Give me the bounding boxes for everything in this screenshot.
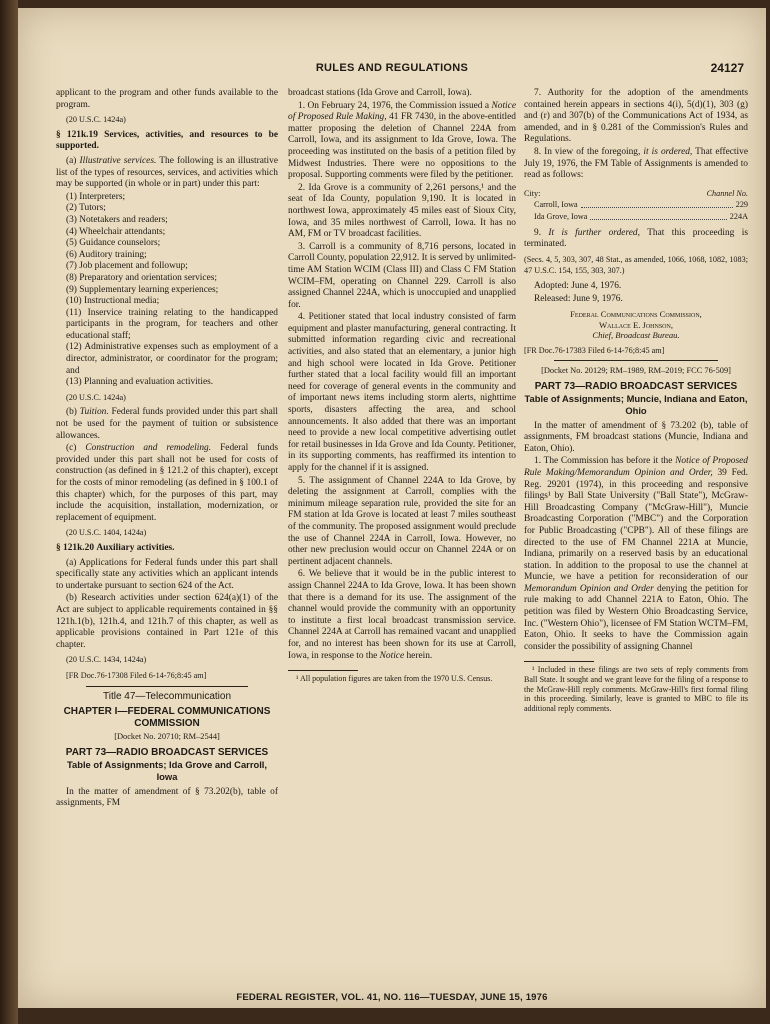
para-text: 9. [534, 227, 542, 238]
paragraph [524, 228, 748, 251]
footnote: ¹ All population figures are taken from the 1970 U.S. Census. [296, 674, 493, 684]
para-text: 41 FR 7430, in the above-entitled matter proposing the deletion of Channel 224A from Carroll, Iowa, and its assignment to Ida Grove, Iowa. The proceeding was instituted on the basis of a petition filed by Midwest Industries. There were no oppositions to the proposal. Supporting comments were filed by the petitioner. [288, 112, 516, 181]
paragraph [56, 156, 278, 191]
section-number: § 121k.20 [56, 542, 95, 553]
para-italic: Tuition. [79, 407, 109, 418]
footnote: ¹ Included in these filings are two sets of reply comments from Ball State. It sought and we grant leave for the filing of a response to the McGraw-Hill reply comments. McGraw-Hill's first formal filing in this proceeding. Similarly, leave is granted to MBC to file its additional reply comments. [524, 665, 748, 713]
paragraph [56, 443, 278, 524]
section-heading [56, 543, 278, 555]
channel-cell: 229 [735, 200, 748, 210]
para-text: 8. In view of the foregoing, [534, 146, 641, 157]
docket-number: [Docket No. 20710; RM–2544] [114, 732, 220, 742]
signature-name: Wallace E. Johnson, [599, 319, 673, 330]
title-heading: Title 47—Telecommunication [102, 690, 232, 702]
divider [554, 360, 718, 361]
paragraph: In the matter of amendment of § 73.202(b), table of assignments, FM [56, 786, 278, 809]
citation: (20 U.S.C. 1434, 1424a) [66, 655, 147, 665]
citation: (20 U.S.C. 1424a) [66, 392, 126, 402]
para-text: The following is an illustrative list of the types of resources, services, and activities which may be supported (in whole or in part) under this part: [56, 155, 278, 190]
list-item: (7) Job placement and followup; [66, 261, 188, 272]
para-label: (b) [66, 407, 77, 418]
services-list [56, 192, 278, 389]
city-header: City: [524, 188, 541, 198]
part-heading: PART 73—RADIO BROADCAST SERVICES [65, 746, 269, 758]
para-text: 1. On February 24, 1976, the Commission issued a [298, 100, 490, 111]
para-text: Federal funds provided under this part shall not be used for the payment of tuition or subsistence allowances. [56, 407, 279, 441]
paragraph: (a) Applications for Federal funds under this part shall specifically state any activities which an applicant intends to undertake pursuant to section 624 of the Act. [56, 557, 278, 591]
para-text: 6. We believe that it would be in the public interest to assign Channel 224A to Ida Grove, Iowa. It has been shown that there is a demand for its use. The assignment of the channel would provide the community with an opportunity to institute a first local broadcast transmission service. Channel 224A at Carroll has remained vacant and unapplied for, and no interest has been shown for its use at Carroll, Iowa, in response to the [288, 569, 516, 661]
para-italic: Notice of Proposed Rule Making, [288, 100, 516, 123]
paragraph: 5. The assignment of Channel 224A to Ida Grove, by deleting the assignment at Carroll, complies with the minimum mileage separation rule, provided the site for an FM station at Ida Grove is located at least 7 miles southeast of the community. The proposed assignment would preclude the use of Channel 224A in Carroll, Iowa. However, no other new preclusion would occur on Channel 224A or on pertinent adjacent channels. [288, 475, 516, 567]
list-item: (6) Auditory training; [66, 249, 147, 260]
docket-number: [Docket No. 20129; RM–1989, RM–2019; FCC 76-509] [541, 366, 731, 376]
para-label: (c) [66, 443, 77, 454]
para-label: (a) [66, 155, 77, 166]
list-item: (12) Administrative expenses such as employment of a director, administrator, or coordinator for the program; and [66, 342, 278, 376]
paragraph: broadcast stations (Ida Grove and Carroll, Iowa). [288, 88, 472, 98]
list-item: (11) Inservice training relating to the handicapped participants in the program, for teachers and other educational staff; [66, 307, 278, 341]
table-row [524, 199, 748, 211]
footnote-divider [524, 661, 594, 662]
paragraph: In the matter of amendment of § 73.202 (b), table of assignments, FM broadcast stations (Muncie, Indiana and Eaton, Ohio). [524, 420, 748, 454]
para-italic: Illustrative services. [79, 155, 157, 166]
city-cell: Ida Grove, Iowa [534, 211, 588, 221]
paragraph: 7. Authority for the adoption of the amendments contained herein appears in sections 4(i), 5(d)(1), 303 (g) and (r) and 307(b) of the Communications Act of 1934, as amended, and in § 0.281 of the Commission's Rules and Regulations. [524, 88, 748, 145]
para-text: Federal funds provided under this part shall not be used for costs of construction (as defined in § 121.2 of this chapter), except for the costs of minor remodeling (as defined in § 100.1 of this chapter) which, for the purposes of this part, may include the acquisition, installation, modernization, or replacement of equipment. [56, 443, 278, 523]
fr-doc-line: [FR Doc.76-17308 Filed 6-14-76;8:45 am] [66, 670, 207, 680]
para-italic: Notice [379, 650, 405, 661]
table-title: Table of Assignments; Muncie, Indiana and Eaton, Ohio [524, 393, 748, 416]
column-1 [56, 88, 278, 811]
citation: (20 U.S.C. 1404, 1424a) [66, 528, 147, 538]
para-text: herein. [406, 650, 433, 661]
signature-title: Chief, Broadcast Bureau. [592, 330, 680, 341]
city-cell: Carroll, Iowa [534, 200, 578, 210]
list-item: (8) Preparatory and orientation services; [66, 272, 217, 283]
paragraph [524, 456, 748, 653]
paragraph [524, 147, 748, 182]
page-footer: FEDERAL REGISTER, VOL. 41, NO. 116—TUESDAY, JUNE 15, 1976 [236, 992, 548, 1003]
list-item: (13) Planning and evaluation activities. [66, 377, 214, 388]
chapter-heading: CHAPTER I—FEDERAL COMMUNICATIONS COMMISSION [63, 706, 271, 729]
signature-agency: Federal Communications Commission, [570, 309, 702, 320]
list-item: (3) Notetakers and readers; [66, 214, 168, 225]
para-italic: Notice of Proposed Rule Making/Memorandum Opinion and Order, [524, 456, 748, 478]
binding-spine [0, 0, 18, 1024]
paragraph: 3. Carroll is a community of 8,716 persons, located in Carroll County, population 22,912. It is served by unlimited-time AM Station WCIM (Class III) and Class C FM Station WCIM–FM, operating on Channel 229. Carroll is also assigned Channel 224A, which is unoccupied and unapplied for. [288, 241, 516, 310]
channel-header: Channel No. [706, 188, 748, 198]
list-item: (10) Instructional media; [66, 296, 160, 307]
paragraph: 2. Ida Grove is a community of 2,261 persons,¹ and the seat of Ida County, population 9,190. It is located in northwest Iowa, approximately 45 miles east of Sioux City, Iowa, and 35 miles northwest of Carroll, Iowa. It has no AM, FM or TV broadcast facilities. [288, 182, 516, 240]
assignment-table-header [524, 188, 748, 200]
paragraph [288, 101, 516, 182]
paragraph [288, 569, 516, 662]
footnote-divider [288, 670, 358, 671]
para-text: 1. The Commission has before it the [534, 456, 673, 467]
section-number: § 121k.19 [56, 129, 98, 140]
paragraph: applicant to the program and other funds available to the program. [56, 88, 278, 110]
section-heading [56, 130, 278, 153]
para-italic: It is further ordered, [548, 227, 640, 238]
channel-cell: 224A [729, 211, 748, 221]
paragraph [56, 407, 278, 442]
paragraph: 4. Petitioner stated that local industry consisted of farm equipment and plaster manufacturing, general contracting. It submitted information regarding civic and recreational activities, and also stated that an elementary, a junior high and high school were located in Ida Grove. Petitioner further stated that a local facility would fill an important need for coverage of general events in the community and of important news items including storm alerts, nighttime sports, disasters affecting the area, and school announcements. It also added that there was an important need to provide a new local competitive advertising outlet for retail businesses in Ida Grove and Ida County. Petitioner, in its supporting comments, has reaffirmed its intention to apply for the channel if it is assigned. [288, 312, 516, 473]
para-text: denying the petition for rule making to add Channel 221A to Eaton, Ohio. The petition was filed by Western Ohio Broadcasting Service, Inc. ("Western Ohio"), licensee of FM Station WCTM–FM, Eaton, Ohio. It seeks to have the Commission again consider the possibility of assigning Channel [524, 583, 749, 652]
section-title: Services, activities, and resources to be supported. [56, 129, 279, 152]
para-text: That this proceeding is terminated. [524, 227, 748, 250]
document-page [18, 8, 766, 1008]
column-2 [288, 88, 516, 685]
list-item: (2) Tutors; [66, 203, 106, 214]
para-text: 39 Fed. Reg. 29201 (1974), in this proceeding and responsive filings¹ by Ball State University ("Ball State"), McGraw-Hill Broadcasting Company ("McGraw-Hill"), Muncie Broadcasting Corporation ("MBC") and the Corporation for Public Broadcasting ("CPB"). All of these filings are directed to the use of FM Channel 221A at Muncie, Indiana, primarily on a reserved basis by an educational station. In addition to the proposal to use the channel at Muncie, we have a petition for reconsideration of our [524, 467, 749, 583]
list-item: (1) Interpreters; [66, 191, 126, 202]
column-3 [524, 88, 748, 714]
table-row [524, 211, 748, 223]
citation: (Secs. 4, 5, 303, 307, 48 Stat., as amended, 1066, 1068, 1082, 1083; 47 U.S.C. 154, 155, 303, 307.) [524, 254, 748, 276]
list-item: (9) Supplementary learning experiences; [66, 284, 219, 295]
page-header [18, 62, 766, 78]
list-item: (4) Wheelchair attendants; [66, 226, 166, 237]
page-number: 24127 [710, 61, 744, 75]
citation: (20 U.S.C. 1424a) [66, 115, 126, 125]
section-title: Auxiliary activities. [96, 542, 175, 553]
table-title: Table of Assignments; Ida Grove and Carroll, Iowa [66, 759, 268, 783]
para-italic: Construction and remodeling. [85, 443, 212, 454]
para-italic: Memorandum Opinion and Order [524, 583, 654, 594]
running-title: RULES AND REGULATIONS [315, 62, 469, 74]
part-heading: PART 73—RADIO BROADCAST SERVICES [534, 380, 738, 392]
para-text: That effective July 19, 1976, the FM Table of Assignments is amended to read as follows: [524, 146, 748, 181]
adopted-date: Adopted: June 4, 1976. [534, 280, 622, 291]
list-item: (5) Guidance counselors; [66, 238, 161, 249]
fr-doc-line: [FR Doc.76-17383 Filed 6-14-76;8:45 am] [524, 345, 665, 355]
released-date: Released: June 9, 1976. [534, 293, 623, 304]
divider [86, 686, 248, 687]
paragraph: (b) Research activities under section 624(a)(1) of the Act are subject to applicable requirements contained in §§ 121h.1(b), 121h.4, and 121h.7 of this chapter, as well as applicable provisions contained in Part 121e of this chapter. [56, 593, 278, 650]
para-italic: it is ordered, [643, 146, 693, 157]
